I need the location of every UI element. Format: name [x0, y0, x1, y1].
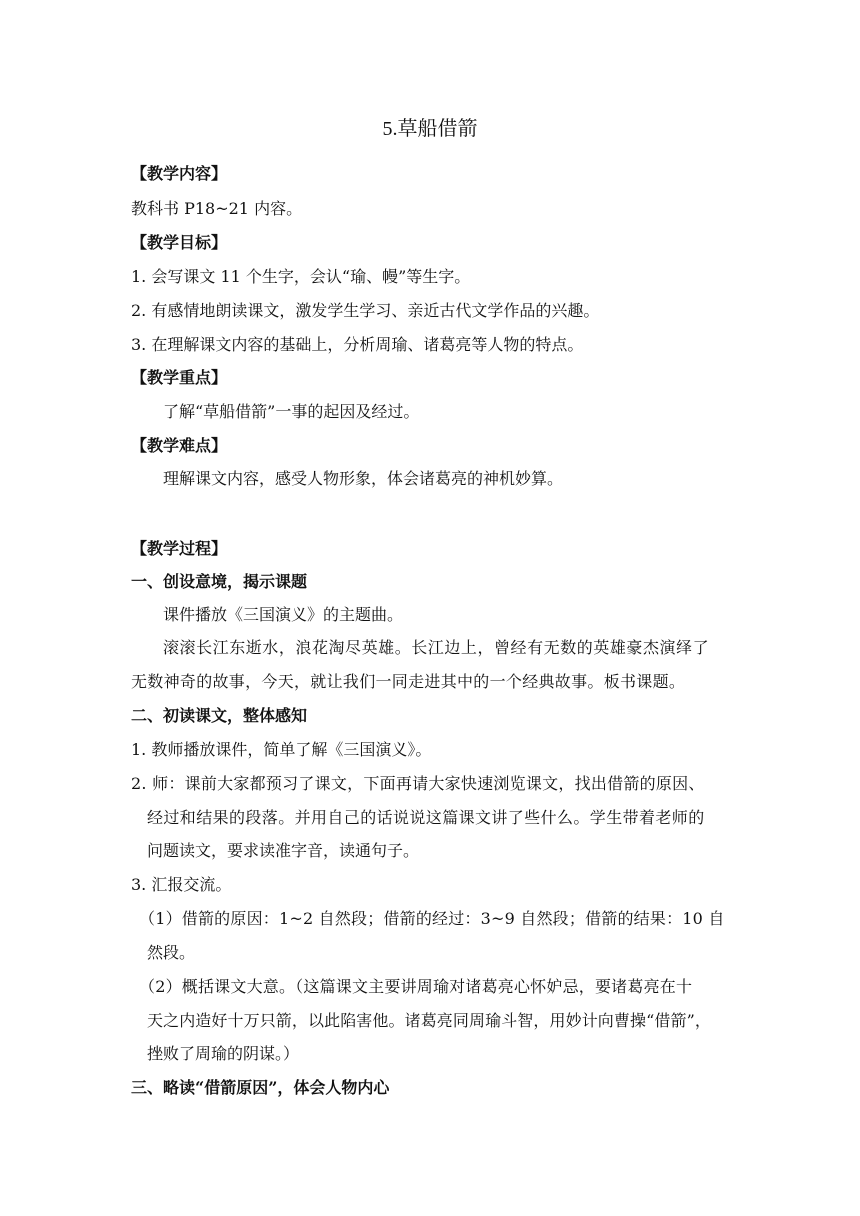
step2-heading: 二、初读课文，整体感知: [131, 706, 308, 725]
step2-item-2-line-1: 2. 师：课前大家都预习了课文，下面再请大家快速浏览课文，找出借箭的原因、: [131, 774, 705, 793]
content-text: 教科书 P18~21 内容。: [131, 199, 303, 218]
difficulty-heading: 【教学难点】: [131, 436, 228, 455]
step2-item-2-line-2: 经过和结果的段落。并用自己的话说说这篇课文讲了些什么。学生带着老师的: [147, 808, 705, 827]
difficulty-text: 理解课文内容，感受人物形象，体会诸葛亮的神机妙算。: [163, 469, 564, 488]
step2-item-3: 3. 汇报交流。: [131, 875, 232, 894]
step2-sub-2-line-1: （2）概括课文大意。（这篇课文主要讲周瑜对诸葛亮心怀妒忌，要诸葛亮在十: [139, 977, 693, 996]
page-title: 5.草船借箭: [382, 118, 478, 140]
step2-sub-1-line-1: （1）借箭的原因：1~2 自然段；借箭的经过：3~9 自然段；借箭的结果：10 自: [139, 909, 725, 928]
step1-paragraph-2-line-2: 无数神奇的故事，今天，就让我们一同走进其中的一个经典故事。板书课题。: [131, 672, 686, 691]
step3-heading: 三、略读“借箭原因”，体会人物内心: [131, 1078, 390, 1097]
step2-sub-2-line-2: 天之内造好十万只箭，以此陷害他。诸葛亮同周瑜斗智，用妙计向曹操“借箭”，: [147, 1011, 711, 1030]
goal-item-2: 2. 有感情地朗读课文，激发学生学习、亲近古代文学作品的兴趣。: [131, 301, 600, 320]
goal-item-1: 1. 会写课文 11 个生字，会认“瑜、幔”等生字。: [131, 267, 471, 286]
key-points-text: 了解“草船借箭”一事的起因及经过。: [163, 402, 420, 421]
step1-heading: 一、创设意境，揭示课题: [131, 572, 308, 591]
step1-paragraph-2-line-1: 滚滚长江东逝水，浪花淘尽英雄。长江边上，曾经有无数的英雄豪杰演绎了: [163, 638, 710, 657]
goals-heading: 【教学目标】: [131, 233, 228, 252]
key-points-heading: 【教学重点】: [131, 368, 228, 387]
step2-sub-1-line-2: 然段。: [147, 943, 196, 962]
step2-item-1: 1. 教师播放课件，简单了解《三国演义》。: [131, 740, 432, 759]
step2-sub-2-line-3: 挫败了周瑜的阴谋。）: [147, 1044, 300, 1063]
content-heading: 【教学内容】: [131, 164, 228, 183]
step2-item-2-line-3: 问题读文，要求读准字音，读通句子。: [147, 841, 420, 860]
goal-item-3: 3. 在理解课文内容的基础上，分析周瑜、诸葛亮等人物的特点。: [131, 335, 584, 354]
step1-paragraph-1: 课件播放《三国演义》的主题曲。: [163, 605, 404, 624]
process-heading: 【教学过程】: [131, 539, 228, 558]
